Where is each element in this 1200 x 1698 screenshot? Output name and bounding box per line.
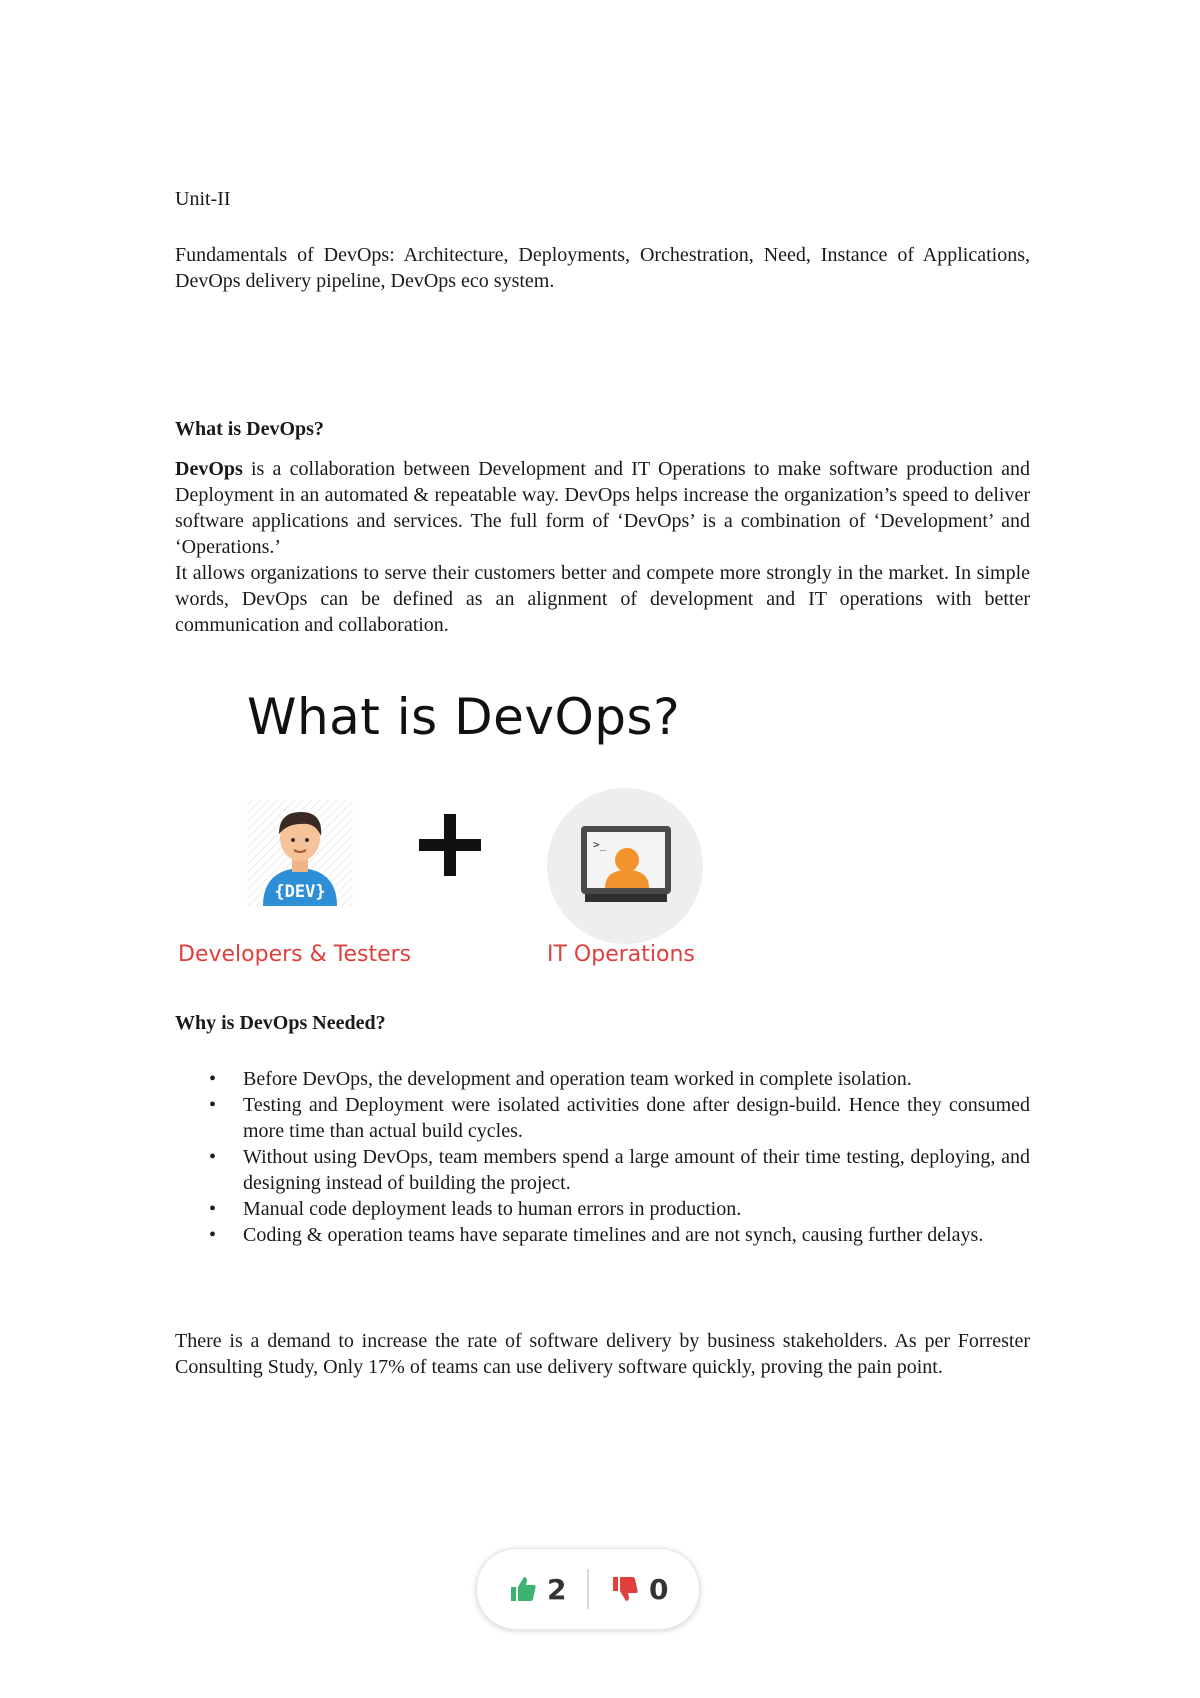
list-item-text: Before DevOps, the development and operation team worked in complete isolation. (243, 1068, 912, 1090)
unit-label: Unit-II (175, 188, 231, 210)
thumbs-down-icon (609, 1573, 641, 1605)
list-item (175, 1196, 1030, 1222)
vote-divider (587, 1569, 589, 1609)
it-operations-icon (545, 786, 705, 946)
list-item (175, 1092, 1030, 1144)
bullet-glyph: • (209, 1198, 217, 1220)
upvote-button[interactable] (507, 1549, 566, 1629)
devops-benefit-text: It allows organizations to serve their customers better and compete more strongly in the market. In simple words, DevOps can be defined as an alignment of development and IT operations with better communication and collaboration. (175, 562, 1030, 636)
developer-icon (245, 798, 355, 908)
list-item-text: Without using DevOps, team members spend a large amount of their time testing, deploying, and designing instead of building the project. (243, 1146, 1030, 1194)
terminal-prompt-text: >_ (593, 838, 607, 851)
label-it-operations: IT Operations (547, 942, 695, 967)
demand-paragraph: There is a demand to increase the rate of software delivery by business stakeholders. As per Forrester Consulting Study, Only 17% of teams can use delivery software quickly, proving the pain point. (175, 1330, 1030, 1378)
dev-badge-text: {DEV} (274, 882, 326, 902)
syllabus-text: Fundamentals of DevOps: Architecture, Deployments, Orchestration, Need, Instance of Applications, DevOps delivery pipeline, DevOps eco system. (175, 244, 1030, 292)
list-item-text: Testing and Deployment were isolated activities done after design-build. Hence they consumed more time than actual build cycles. (243, 1094, 1030, 1142)
devops-definition-text: is a collaboration between Development and IT Operations to make software production and Deployment in an automated & repeatable way. DevOps helps increase the organization’s speed to deliver software applications and services. The full form of ‘DevOps’ is a combination of ‘Development’ and ‘Operations.’ (175, 458, 1030, 558)
bullet-glyph: • (209, 1068, 217, 1090)
list-item-text: Manual code deployment leads to human errors in production. (243, 1198, 742, 1220)
bullet-glyph: • (209, 1094, 217, 1116)
downvote-count: 0 (649, 1572, 669, 1606)
label-developers-testers: Developers & Testers (178, 942, 412, 967)
plus-icon (415, 810, 485, 880)
figure-title: What is DevOps? (247, 688, 681, 746)
thumbs-up-icon (507, 1573, 539, 1605)
list-item-text: Coding & operation teams have separate timelines and are not synch, causing further delays. (243, 1224, 984, 1246)
reasons-list (175, 1066, 1030, 1248)
what-is-devops-figure (175, 680, 735, 980)
upvote-count: 2 (547, 1572, 567, 1606)
devops-term: DevOps (175, 458, 243, 480)
heading-why-devops-needed: Why is DevOps Needed? (175, 1012, 386, 1034)
list-item (175, 1222, 1030, 1248)
list-item (175, 1144, 1030, 1196)
bullet-glyph: • (209, 1224, 217, 1246)
heading-what-is-devops: What is DevOps? (175, 418, 324, 440)
downvote-button[interactable] (609, 1549, 668, 1629)
devops-definition-paragraph (175, 456, 1030, 638)
list-item (175, 1066, 1030, 1092)
vote-widget (476, 1548, 700, 1630)
bullet-glyph: • (209, 1146, 217, 1168)
